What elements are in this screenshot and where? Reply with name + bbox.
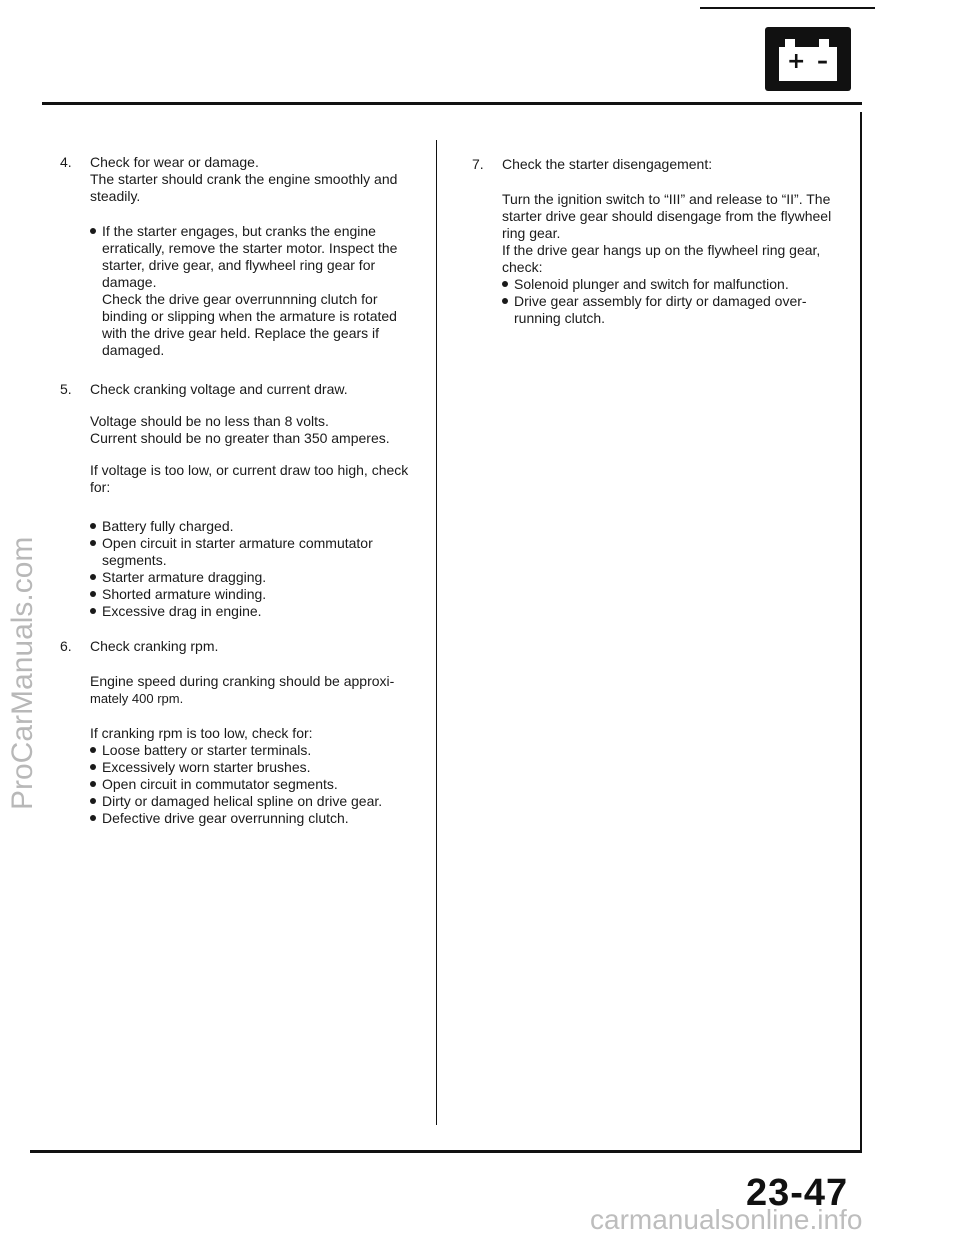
bullet-text: Open circuit in starter armature commutator segments.: [102, 535, 373, 568]
watermark-left: ProCarManuals.com: [6, 536, 39, 810]
step-number: 7.: [472, 156, 484, 172]
column-separator: [436, 140, 437, 1125]
step-heading: Check the starter disengagement:: [502, 156, 713, 172]
bullet-text: Solenoid plunger and switch for malfunction.: [514, 276, 789, 292]
bullet-item: [90, 793, 420, 810]
step-6: [60, 638, 420, 827]
bullet-text: Defective drive gear overrunning clutch.: [102, 810, 349, 826]
battery-body: [779, 47, 837, 81]
left-column: [60, 154, 420, 827]
bullet-item: [90, 603, 420, 620]
step-text: If the drive gear hangs up on the flywheel ring gear, check:: [502, 242, 821, 275]
battery-icon: [765, 27, 851, 91]
voltage-spec: Voltage should be no less than 8 volts.: [90, 413, 329, 429]
plus-sign: +: [787, 49, 806, 74]
step-4: [60, 154, 420, 359]
speed-spec: Engine speed during cranking should be approxi-: [90, 673, 395, 689]
bullet-item: [90, 518, 420, 535]
watermark-bottom: carmanualsonline.info: [590, 1204, 863, 1235]
check-intro: If cranking rpm is too low, check for:: [90, 725, 313, 741]
bullet-text: If the starter engages, but cranks the engine erratically, remove the starter motor. Inspect the starter, drive gear, and flywheel ring gear for damage.: [102, 223, 398, 290]
bullet-item: [90, 759, 420, 776]
bullet-item: [90, 535, 420, 569]
bullet-item: [502, 276, 838, 293]
step-heading: Check cranking voltage and current draw.: [90, 381, 348, 397]
current-spec: Current should be no greater than 350 amperes.: [90, 430, 390, 446]
bullet-item: [90, 810, 420, 827]
bullet-text-cont: Check the drive gear overrunnning clutch for binding or slipping when the armature is rotated with the drive gear held. Replace the gears if damaged.: [102, 291, 397, 358]
bullet-text: Excessive drag in engine.: [102, 603, 262, 619]
speed-spec-cont: mately 400 rpm.: [90, 691, 184, 706]
bullet-text: Excessively worn starter brushes.: [102, 759, 311, 775]
footer-rule: [30, 1150, 862, 1153]
bullet-item: [502, 293, 838, 327]
minus-sign: –: [817, 49, 828, 74]
step-text: Turn the ignition switch to “III” and release to “II”. The starter drive gear should disengage from the flywheel ring gear.: [502, 191, 832, 241]
step-number: 6.: [60, 638, 72, 654]
top-rule-short: [700, 7, 875, 9]
bullet-text: Drive gear assembly for dirty or damaged over-running clutch.: [514, 293, 807, 326]
bullet-text: Battery fully charged.: [102, 518, 234, 534]
check-intro: If voltage is too low, or current draw too high, check for:: [90, 462, 409, 495]
page-number: 23-47: [746, 1172, 849, 1214]
bullet-item: [90, 586, 420, 603]
battery-post-negative: [819, 39, 829, 47]
bullet-text: Loose battery or starter terminals.: [102, 742, 312, 758]
bullet-text: Dirty or damaged helical spline on drive gear.: [102, 793, 383, 809]
bullet-text: Starter armature dragging.: [102, 569, 267, 585]
bullet-text: Shorted armature winding.: [102, 586, 267, 602]
step-7: [472, 156, 838, 327]
step-heading: Check for wear or damage.: [90, 154, 259, 170]
bullet-item: [90, 223, 420, 359]
battery-post-positive: [785, 39, 795, 47]
step-heading: Check cranking rpm.: [90, 638, 219, 654]
right-border-rule: [860, 112, 862, 1152]
right-column: [472, 156, 838, 327]
header-rule: [42, 102, 862, 105]
bullet-item: [90, 776, 420, 793]
step-5: [60, 381, 420, 620]
step-number: 4.: [60, 154, 72, 170]
step-number: 5.: [60, 381, 72, 397]
bullet-item: [90, 742, 420, 759]
bullet-item: [90, 569, 420, 586]
step-text: The starter should crank the engine smoothly and steadily.: [90, 171, 398, 204]
bullet-text: Open circuit in commutator segments.: [102, 776, 338, 792]
